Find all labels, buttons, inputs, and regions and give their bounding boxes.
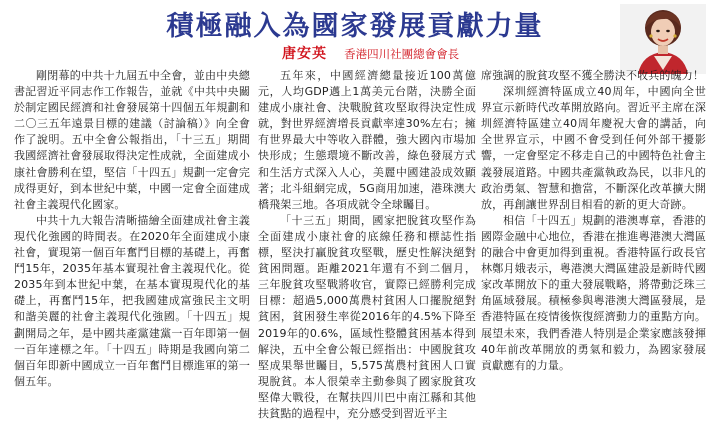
paragraph: 「十三五」期間，國家把脫貧攻堅作為全面建成小康社會的底線任務和標誌性指標，堅決打贏脫貧攻堅戰，歷史性解決絕對貧困問題。距離2021年還有不到二個月，三年脫貧攻堅戰將收官，實際已經勝利完成目標：超過5,000萬農村貧困人口擺脫絕對貧困，貧困發生率從2016年的4.5%下降至2019年的0.6%，區域性整體貧困基本得到解決，五中全會公報已經指出：中國脫貧攻堅成果舉世矚目，5,575萬農村貧困人口實現脫貧。本人很榮幸主動參與了國家脫貧攻堅偉大戰役，在幫扶四川巴中南江縣和其他扶貧點的過程中，充分感受到習近平主 <box>258 213 476 420</box>
article-column-3 <box>481 68 706 374</box>
article-column-1 <box>14 68 250 390</box>
author-affiliation: 香港四川社團總會會長 <box>344 47 460 61</box>
paragraph: 相信「十四五」規劃的港澳專章，香港的國際金融中心地位，香港在推進粵港澳大灣區的融合中會更加得到重視。香港特區行政長官林鄭月娥表示，粵港澳大灣區建設是新時代國家改革開放下的重大發展戰略，將帶動泛珠三角區域發展。積極參與粵港澳大灣區發展，是香港特區在疫情後恢復經濟動力的重點方向。展望未來，我們香港人特別是企業家應該發揮40年前改革開放的勇氣和毅力，為國家發展貢獻應有的力量。 <box>481 213 706 372</box>
author-name: 唐安英 <box>282 46 327 62</box>
author-photo <box>620 4 706 74</box>
paragraph: 席強調的脫貧攻堅不獲全勝決不收兵的魄力！ <box>481 69 704 82</box>
article-column-2 <box>258 68 476 422</box>
paragraph: 五年來，中國經濟總量接近100萬億元，人均GDP邁上1萬美元台階，決勝全面建成小康社會、決戰脫貧攻堅取得決定性成就，對世界經濟增長貢獻率達30%左右；擁有世界最大中等收入群體，強大國內市場加快形成；生態環境不斷改善，綠色發展方式和生活方式深入人心，美麗中國建設成效顯著；北斗組網完成，5G商用加速，港珠澳大橋飛架三地。各項成就令全球矚目。 <box>258 69 476 211</box>
headline: 積極融入為國家發展貢獻力量 <box>166 11 544 42</box>
paragraph: 深圳經濟特區成立40周年，中國向全世界宣示新時代改革開放路向。習近平主席在深圳經濟特區建立40周年慶祝大會的講話，向全世界宣示，中國不會受到任何外部干擾影響，一定會堅定不移走自己的中國特色社會主義發展道路。中國共產黨執政為民，以非凡的政治勇氣、智慧和擔當，不斷深化改革擴大開放，再創讓世界刮目相看的新的更大奇跡。 <box>481 85 706 211</box>
paragraph: 中共十九大報告清晰描繪全面建成社會主義現代化強國的時間表。在2020年全面建成小康社會，實現第一個百年奮鬥目標的基礎上，再奮鬥15年，2035年基本實現社會主義現代化。從2035年到本世紀中葉，在基本實現現代化的基礎上，再奮鬥15年，把我國建成富強民主文明和諧美麗的社會主義現代化強國。「十四五」規劃開局之年，是中國共產黨建黨一百年即第一個一百年達標之年。「十四五」時期是我國向第二個百年即新中國成立一百年奮鬥目標進軍的第一個五年。 <box>14 213 250 388</box>
byline <box>282 43 459 63</box>
author-portrait-image <box>620 4 706 74</box>
paragraph: 剛閉幕的中共十九屆五中全會，並由中央總書記習近平同志作工作報告，並就《中共中央關於制定國民經濟和社會發展第十四個五年規劃和二〇三五年遠景目標的建議（討論稿）》向全會作了說明。五中全會公報指出，「十三五」期間我國經濟社會發展取得決定性成就，全面建成小康社會勝利在望，堅信「十四五」規劃一定會完成得更好，到本世紀中葉，中國一定會全面建成社會主義現代化國家。 <box>14 69 250 211</box>
